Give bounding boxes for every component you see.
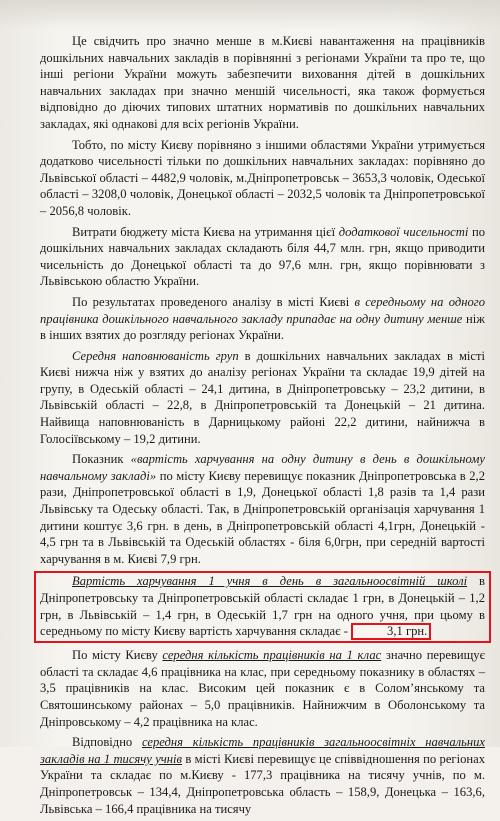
- highlighted-value: 3,1 грн.: [351, 623, 431, 640]
- scan-shadow: [0, 0, 500, 30]
- p3-text-b: по дошкільних навчальних закладах складають біля 44,7 млн. грн, якщо приводити чисельність до Донецької області та до 97,6 млн. грн, якщо порівнювати з Львівською областю України.: [40, 224, 485, 289]
- paragraph-6: [40, 451, 485, 567]
- p3-text-a: Витрати бюджету міста Києва на утримання цієї: [72, 224, 339, 239]
- p6-text-a: Показник: [72, 452, 131, 467]
- paragraph-3: [40, 224, 485, 290]
- p9-text-a: Відповідно: [72, 735, 142, 750]
- paragraph-8: [40, 647, 485, 730]
- p4-emphasis: в середньому на одного працівника дошкільного навчального закладу припадає на одну дитину менше: [40, 294, 485, 326]
- p4-text-a: По результатах проведеного аналізу в місті Києві: [72, 294, 355, 309]
- p5-emphasis: Середня наповнюваність груп: [72, 348, 239, 363]
- p8-emphasis: середня кількість працівників на 1 клас: [162, 648, 382, 663]
- highlighted-paragraph-box: [34, 571, 491, 643]
- p6-emphasis: «вартість харчування на одну дитину в день в дошкільному навчальному закладі»: [40, 452, 485, 483]
- p9-text-b: в місті Києві перевищує це співвідношення по регіонах України та складає по м.Києву - 177,3 працівника на тисячу учнів, по м. Дніпропетровськ – 134,4, Дніпропетровська область – 158,9, Донецька – 163,6, Львівська – 166,4 працівника на тисячу: [40, 751, 485, 816]
- p1-text: Це свідчить про значно менше в м.Києві навантаження на працівників дошкільних навчальних закладів в порівнянні з регіонами України та про те, що інші регіони України можуть забезпечити виховання дітей в дошкільних навчальних закладах при значно меншій чисельності, яка також формується відповідно до діючих типових штатних нормативів по дошкільних навчальних закладах, які однакові для всіх регіонів України.: [40, 34, 485, 131]
- p3-emphasis: додаткової чисельності: [338, 224, 469, 239]
- paragraph-5: [40, 348, 485, 448]
- paragraph-2: [40, 137, 485, 220]
- p7-text-b: в Дніпропетровську та Дніпропетровській області складає 1 грн, в Донецькій – 1,2 грн, в Львівській – 1,4 грн, в Одеській 1,7 грн на одного учня, при цьому в середньому по місту Києву вартість харчування складає -: [40, 574, 485, 639]
- paragraph-1: [40, 33, 485, 133]
- p6-text-b: по місту Києву перевищує показник Дніпропетровська в 2,2 рази, Дніпропетровської області в 1,9, Донецької області 1,8 разів та 1,4 рази Львівську та Одеську області. Так, в Дніпропетровській організація харчування 1 дитини коштує 3,6 грн. в день, в Дніпропетровській області 4,1грн, Донецькій - 4,5 грн та в Львівській та Одеській областях - біля 6,0грн, при середній вартості харчування в м. Києві 7,9 грн.: [40, 468, 486, 566]
- p4-text-b: ніж в інших взятих до розгляду регіонах України.: [40, 311, 485, 343]
- p5-text-b: в дошкільних навчальних закладах в місті Києві нижча ніж у взятих до аналізу регіонах України та складає 19,9 дітей на групу, в Одеській області – 24,1 дитина, в Дніпропетровську – 23,2 дитини, в Львівській області – 22,8, в Дніпропетровській та Донецькій – 21 дитина. Найвища наповнюваність в Дарницькому районі 22,2 дитини, найнижча в Голосіївському – 19,2 дитини.: [40, 348, 486, 446]
- paragraph-4: [40, 294, 485, 344]
- p7-emphasis: Вартість харчування 1 учня в день в загальноосвітній школі: [72, 574, 468, 589]
- p9-emphasis: середня кількість працівників загальноосвітніх навчальних закладів на 1 тисячу учнів: [40, 735, 485, 766]
- document-body: [40, 33, 485, 821]
- p2-text: Тобто, по місту Києву порівняно з іншими областями України утримується додатково чисельності тільки по дошкільних навчальних закладах: порівняно до Львівської області – 4482,9 чоловік, м.Дніпропетровськ – 3653,3 чоловік, Одеської області – 3208,0 чоловік, Донецької області – 2032,5 чоловік та Дніпропетровської – 2056,8 чоловік.: [40, 137, 485, 218]
- paragraph-7: [40, 573, 485, 640]
- p8-text-b: значно перевищує області та складає 4,6 працівника на клас, при середньому показнику в областях – 3,5 працівників на клас. Високим цей показник є в Солом’янському та Святошинському районах – 5,0 працівників. Найнижчим в Оболонському та Дніпровському – 4,2 працівника на клас.: [40, 648, 485, 729]
- p8-text-a: По місту Києву: [72, 648, 163, 663]
